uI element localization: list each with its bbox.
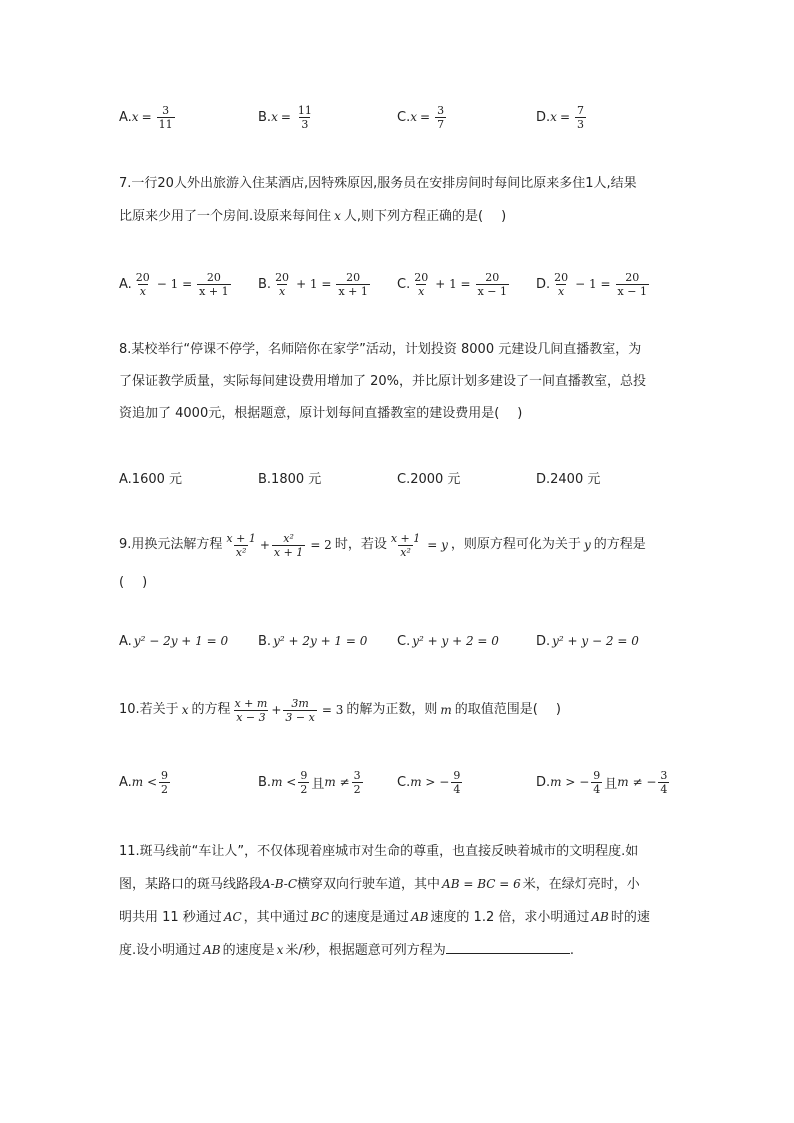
option-label: B.	[258, 774, 272, 790]
var: AB	[591, 910, 609, 924]
operator: = y	[427, 538, 448, 552]
fraction	[159, 769, 170, 796]
text: 资追加了 4000元，根据题意，原计划每间直播教室的建设费用是(	[119, 406, 500, 421]
q9-options	[119, 621, 679, 661]
numerator: 3m	[291, 696, 309, 710]
text: 米，在绿灯亮时，小	[522, 877, 640, 892]
q6-option-d[interactable]	[536, 97, 588, 137]
denominator: x	[558, 284, 565, 298]
operator: +	[259, 538, 270, 552]
text: 米/秒，根据题意可列方程为	[285, 943, 446, 958]
numerator: 20	[206, 270, 221, 284]
eq: =	[420, 110, 431, 124]
text: 且	[311, 776, 325, 792]
question-10	[119, 690, 679, 730]
denominator: x + 1	[199, 284, 229, 298]
fraction	[616, 271, 649, 298]
var: A-B-C	[262, 877, 298, 891]
eq: =	[280, 110, 291, 124]
text: 的速度是通过	[330, 910, 409, 925]
numerator: x + m	[234, 696, 268, 710]
numerator: 9	[453, 768, 461, 782]
q9-line2	[119, 565, 679, 601]
text: )	[517, 406, 523, 421]
text: (	[119, 575, 125, 590]
q6-option-a[interactable]	[119, 97, 177, 137]
var: x	[181, 703, 189, 717]
numerator: 9	[593, 768, 601, 782]
var: y	[583, 538, 591, 552]
fraction	[224, 532, 257, 559]
eq: =	[141, 110, 152, 124]
q7-options	[119, 264, 679, 304]
denominator: x	[418, 284, 425, 298]
q9-option-a[interactable]	[119, 621, 228, 661]
text: 9.用换元法解方程	[119, 537, 223, 552]
denominator: 7	[437, 117, 445, 131]
text: )	[142, 575, 148, 590]
denominator: x + 1	[338, 284, 368, 298]
option-label: D.	[536, 633, 551, 649]
q8-option-b[interactable]: B.1800 元	[258, 471, 322, 487]
var: m	[440, 703, 452, 717]
denominator: x²	[235, 545, 247, 559]
option-label: A.	[119, 276, 132, 292]
text: 10.若关于	[119, 702, 179, 717]
operator: − 1 =	[156, 277, 193, 291]
text: )	[555, 702, 561, 717]
fraction	[298, 769, 309, 796]
numerator: 3	[437, 103, 445, 117]
q8-options	[119, 457, 679, 497]
text: ，则原方程可化为关于	[450, 537, 581, 552]
q7-option-b[interactable]	[258, 264, 372, 304]
expression: y² + 2y + 1 = 0	[273, 634, 368, 648]
q10-option-b[interactable]	[258, 762, 365, 802]
fraction	[273, 271, 291, 298]
q11-line4	[119, 934, 679, 967]
q10-option-c[interactable]	[397, 762, 464, 802]
text: 的解为正数，则	[346, 702, 438, 717]
text: 横穿双向行驶车道，其中	[297, 877, 441, 892]
text: .	[569, 943, 574, 958]
numerator: 20	[135, 270, 150, 284]
text: 的方程	[191, 702, 231, 717]
denominator: x − 1	[477, 284, 508, 298]
var: AB	[410, 910, 429, 924]
question-8	[119, 334, 679, 430]
numerator: 20	[625, 270, 640, 284]
numerator: 7	[577, 103, 584, 117]
text: 的速度是	[222, 943, 275, 958]
q7-line2	[119, 200, 679, 233]
question-7	[119, 168, 679, 233]
expression: m <	[271, 775, 297, 789]
q9-option-b[interactable]	[258, 621, 367, 661]
numerator: 20	[414, 270, 429, 284]
expression: m ≠ −	[617, 775, 657, 789]
numerator: 3	[162, 103, 170, 117]
fraction	[197, 271, 230, 298]
operator: = 3	[321, 703, 344, 717]
fraction	[296, 104, 314, 131]
q7-line1: 7.一行20人外出旅游入住某酒店,因特殊原因,服务员在安排房间时每间比原来多住1人,结果	[119, 176, 637, 191]
fraction	[283, 697, 316, 724]
q10-option-a[interactable]	[119, 762, 172, 802]
fraction	[336, 271, 369, 298]
option-label: A.	[119, 109, 132, 125]
denominator: 2	[300, 782, 308, 796]
fraction	[658, 769, 669, 796]
answer-blank[interactable]	[446, 941, 570, 954]
q6-option-c[interactable]	[397, 97, 448, 137]
option-label: B.	[258, 276, 272, 292]
q9-option-d[interactable]	[536, 621, 639, 661]
fraction	[412, 271, 430, 298]
fraction	[552, 271, 570, 298]
option-label: A.	[119, 633, 132, 649]
var: x	[131, 110, 139, 124]
text: 且	[604, 776, 618, 792]
numerator: 3	[353, 768, 361, 782]
expression: AB = BC = 6	[442, 877, 521, 891]
var: x	[271, 110, 278, 124]
question-11	[119, 836, 679, 967]
q9-line1	[119, 525, 679, 565]
text: 比原来少用了一个房间.设原来每间住	[119, 209, 332, 224]
fraction	[591, 769, 602, 796]
denominator: 4	[660, 782, 668, 796]
text: 图，某路口的斑马线路段	[119, 877, 263, 892]
q9-option-c[interactable]	[397, 621, 499, 661]
option-label: B.	[258, 109, 272, 125]
denominator: x	[139, 284, 146, 298]
numerator: x + 1	[226, 531, 256, 545]
option-label: D.	[536, 109, 551, 125]
q7-option-a[interactable]	[119, 264, 233, 304]
q11-line3	[119, 901, 679, 934]
q8-line1: 8.某校举行“停课不停学，名师陪你在家学”活动，计划投资 8000 元建设几间直播教室，为	[119, 342, 642, 357]
numerator: x + 1	[390, 531, 421, 545]
text: )	[501, 209, 507, 224]
expression: m ≠	[324, 775, 350, 789]
q7-option-c[interactable]	[397, 264, 511, 304]
var: AB	[203, 943, 221, 957]
expression: y² + y − 2 = 0	[552, 634, 639, 648]
denominator: x − 1	[617, 284, 647, 298]
denominator: x²	[400, 545, 411, 559]
expression: m > −	[410, 775, 450, 789]
fraction	[352, 769, 363, 796]
fraction	[134, 271, 152, 298]
q8-option-c[interactable]: C.2000 元	[397, 471, 461, 487]
fraction	[272, 532, 305, 559]
option-label: D.	[536, 774, 551, 790]
option-label: C.	[397, 109, 411, 125]
q6-option-b[interactable]	[258, 97, 316, 137]
denominator: x − 3	[236, 710, 266, 724]
eq: =	[559, 110, 570, 124]
var: x	[276, 943, 284, 957]
q10-option-d[interactable]	[536, 762, 671, 802]
denominator: 4	[453, 782, 461, 796]
denominator: 3	[301, 117, 309, 131]
q8-option-a[interactable]: A.1600 元	[119, 471, 183, 487]
question-9	[119, 525, 679, 601]
option-label: B.	[258, 633, 272, 649]
text: 明共用 11 秒通过	[119, 910, 222, 925]
operator: + 1 =	[296, 277, 332, 291]
expression: y² − 2y + 1 = 0	[133, 634, 229, 648]
var: x	[334, 209, 341, 223]
text: 度.设小明通过	[119, 943, 202, 958]
numerator: 20	[275, 270, 290, 284]
q8-line3	[119, 398, 679, 430]
option-label: A.	[119, 774, 132, 790]
fraction	[451, 769, 462, 796]
q10-line1	[119, 690, 679, 730]
numerator: 9	[300, 768, 308, 782]
option-label: C.	[397, 633, 411, 649]
expression: m > −	[550, 775, 590, 789]
denominator: 11	[158, 117, 173, 131]
numerator: 20	[554, 270, 569, 284]
denominator: 3	[577, 117, 584, 131]
text: 速度的 1.2 倍，求小明通过	[430, 910, 590, 925]
numerator: 11	[297, 103, 312, 117]
var: x	[410, 110, 417, 124]
text: 的取值范围是(	[454, 702, 538, 717]
text: 人,则下列方程正确的是(	[343, 209, 484, 224]
numerator: 20	[485, 270, 500, 284]
fraction	[575, 104, 586, 131]
operator: = 2	[310, 538, 332, 552]
text: 时的速	[610, 910, 650, 925]
expression: y² + y + 2 = 0	[412, 634, 499, 648]
option-label: D.	[536, 276, 551, 292]
denominator: 3 − x	[285, 710, 315, 724]
var: AC	[223, 910, 242, 924]
fraction	[389, 532, 422, 559]
var: BC	[310, 910, 329, 924]
text: 时，若设	[334, 537, 387, 552]
denominator: x + 1	[273, 545, 304, 559]
text: ，其中通过	[243, 910, 309, 925]
numerator: 20	[346, 270, 361, 284]
q8-option-d[interactable]: D.2400 元	[536, 471, 601, 487]
denominator: x	[278, 284, 286, 298]
fraction	[435, 104, 446, 131]
fraction	[232, 697, 269, 724]
numerator: 9	[161, 768, 169, 782]
q11-line2	[119, 868, 679, 901]
q10-options	[119, 762, 679, 802]
option-label: C.	[397, 276, 411, 292]
expression: m <	[131, 775, 158, 789]
fraction	[476, 271, 509, 298]
q7-option-d[interactable]	[536, 264, 651, 304]
text: 的方程是	[593, 537, 646, 552]
numerator: x²	[283, 531, 294, 545]
denominator: 2	[353, 782, 361, 796]
numerator: 3	[660, 768, 668, 782]
option-label: C.	[397, 774, 411, 790]
q11-line1: 11.斑马线前“车让人”，不仅体现着座城市对生命的尊重，也直接反映着城市的文明程度.如	[119, 844, 639, 859]
operator: + 1 =	[435, 277, 471, 291]
operator: +	[271, 703, 282, 717]
operator: − 1 =	[575, 277, 611, 291]
denominator: 2	[161, 782, 169, 796]
denominator: 4	[593, 782, 601, 796]
var: x	[550, 110, 557, 124]
q6-options	[119, 97, 679, 137]
fraction	[157, 104, 175, 131]
q8-line2: 了保证教学质量，实际每间建设费用增加了 20%，并比原计划多建设了一间直播教室，总投	[119, 374, 647, 389]
